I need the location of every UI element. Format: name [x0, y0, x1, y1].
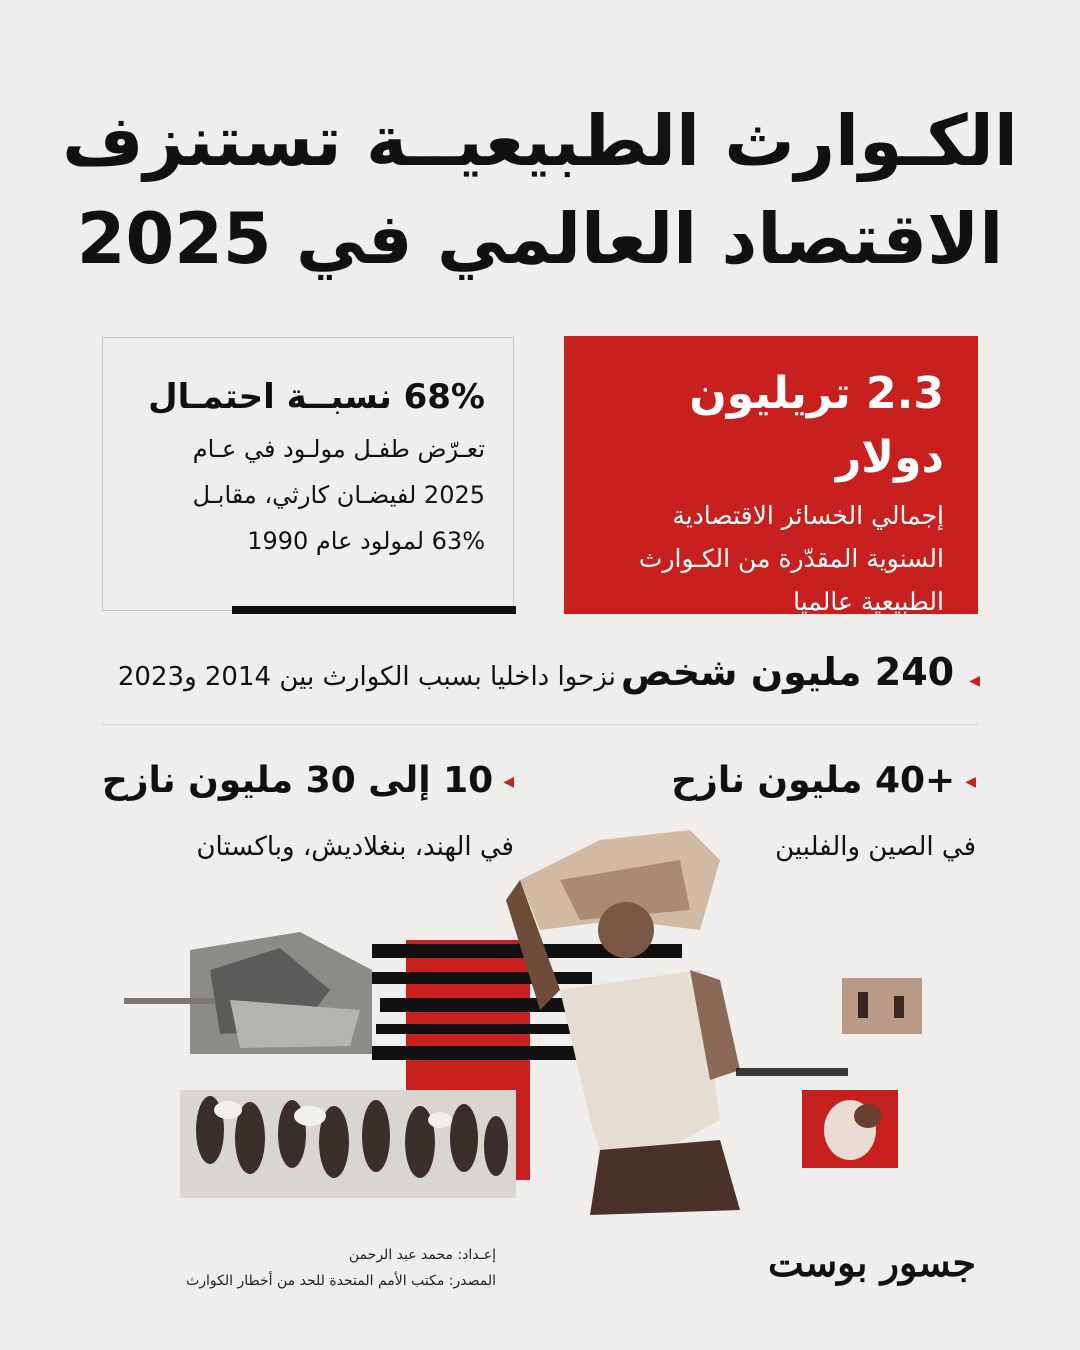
china-philippines-value: +40 مليون نازح — [671, 760, 956, 801]
source: المصدر: مكتب الأمم المتحدة للحد من أخطار الكوارث — [186, 1273, 496, 1289]
desc-line: إجمالي الخسائر الاقتصادية — [672, 501, 944, 530]
brand-logo: جسور بوست — [768, 1240, 976, 1285]
desc-line: السنوية المقدّرة من الكـوارث — [638, 544, 944, 573]
page-title — [40, 92, 1040, 288]
prepared-by: إعـداد: محمد عبد الرحمن — [348, 1247, 496, 1263]
china-philippines-text: في الصين والفلبين — [775, 832, 976, 862]
south-asia-value: 10 إلى 30 مليون نازح — [101, 760, 494, 801]
title-line-1: الكـوارث الطبيعيــة تستنزف — [62, 100, 1018, 182]
desc-line: 2025 لفيضـان كارثي، مقابـل — [192, 481, 485, 509]
economic-losses-description — [594, 494, 944, 623]
economic-losses-value: 2.3 تريليون دولار — [689, 368, 944, 483]
flood-probability-description — [127, 426, 485, 564]
divider — [102, 724, 978, 725]
flood-probability-value: 68% نسبــة احتمـال — [148, 377, 485, 417]
dark-smudge — [736, 1068, 848, 1076]
rubble-photo — [124, 932, 372, 1054]
economic-losses-card — [564, 336, 978, 614]
flood-probability-card — [102, 337, 514, 611]
south-asia-text: في الهند، بنغلاديش، وباكستان — [196, 832, 514, 862]
desc-line: 63% لمولود عام 1990 — [247, 527, 485, 555]
triangle-marker-icon: ◀ — [503, 774, 514, 790]
displaced-total-row — [100, 650, 980, 706]
displaced-total-text: نزحوا داخليا بسبب الكوارث بين 2014 و2023 — [117, 662, 616, 692]
triangle-marker-icon: ◀ — [965, 774, 976, 790]
triangle-marker-icon: ◀ — [969, 672, 980, 689]
card-underline-bar — [232, 606, 516, 614]
crowd-photo — [180, 1090, 516, 1198]
footer-credits — [186, 1242, 496, 1294]
flood-small-photo — [842, 978, 922, 1034]
desc-line: تعـرّض طفـل مولـود في عـام — [192, 435, 485, 463]
rescue-small-photo — [802, 1090, 898, 1168]
photo-collage — [0, 820, 1080, 1220]
displaced-total-value: 240 مليون شخص — [620, 650, 955, 694]
desc-line: الطبيعية عالميا — [793, 587, 944, 616]
title-line-2: الاقتصاد العالمي في 2025 — [76, 198, 1004, 280]
man-carrying-sack-photo — [506, 830, 740, 1215]
